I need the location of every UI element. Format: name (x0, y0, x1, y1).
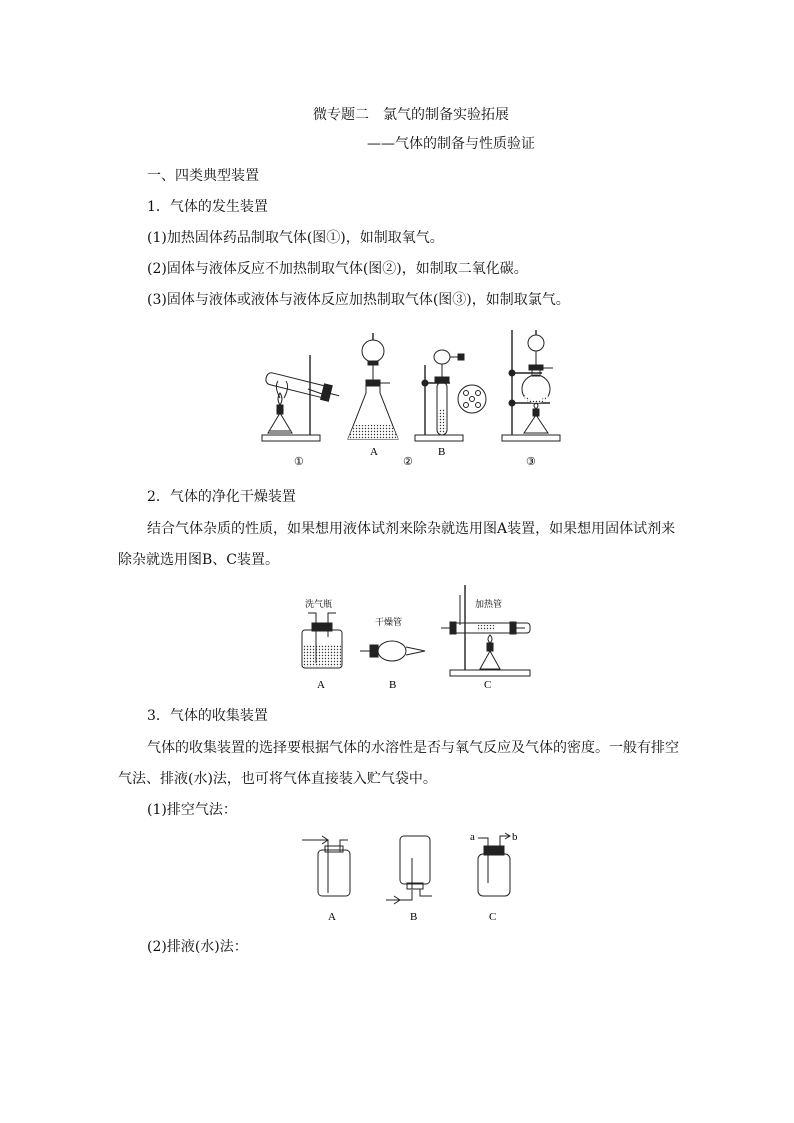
list-item: (3)固体与液体或液体与液体反应加热制取气体(图③)，如制取氯气。 (147, 292, 570, 308)
heating-tube-label: 加热管 (475, 600, 503, 610)
figure-label-c: C (484, 679, 492, 691)
lab-apparatus-gas-generators-icon (250, 325, 570, 470)
purification-apparatus-icon (300, 585, 530, 695)
figure-label: ② (403, 456, 413, 468)
figure-label: A (370, 446, 378, 458)
paragraph-line: 除杂就选用图B、C装置。 (118, 552, 279, 568)
figure-label-a: A (317, 679, 325, 691)
gas-collection-bottles-icon (300, 828, 530, 928)
paragraph-line: 结合气体杂质的性质，如果想用液体试剂来除杂就选用图A装置，如果想用固体试剂来 (147, 521, 676, 537)
list-item: (1)加热固体药品制取气体(图①)，如制取氧气。 (147, 230, 444, 246)
drying-tube-label: 干燥管 (375, 618, 403, 628)
figure-label: ① (294, 456, 304, 468)
figure-label-b: B (410, 911, 418, 923)
page-subtitle: ——气体的制备与性质验证 (367, 136, 535, 152)
list-item: (2)排液(水)法： (147, 939, 248, 955)
figure-label: B (438, 446, 446, 458)
paragraph-line: 气体的收集装置的选择要根据气体的水溶性是否与氧气反应及气体的密度。一般有排空 (147, 740, 679, 756)
apparatus-3-heated-flask (502, 330, 560, 441)
subsection-heading-3: 3．气体的收集装置 (147, 708, 268, 724)
figure-label-b: B (389, 679, 397, 691)
apparatus-1-solid-heating (262, 355, 341, 441)
port-label-b: b (512, 831, 518, 843)
section-heading-1: 一、四类典型装置 (147, 168, 259, 184)
collection-bottle-c (470, 831, 518, 923)
subsection-heading-1: 1．气体的发生装置 (147, 199, 268, 215)
apparatus-b-test-tube (415, 350, 486, 441)
paragraph-line: 气法、排液(水)法，也可将气体直接装入贮气袋中。 (118, 771, 437, 787)
figure-label-c: C (489, 911, 497, 923)
port-label-a: a (470, 831, 475, 843)
wash-bottle (302, 598, 342, 691)
drying-tube (360, 616, 425, 691)
collection-bottle-a (302, 836, 350, 923)
list-item: (1)排空气法： (147, 802, 237, 818)
wash-bottle-label: 洗气瓶 (305, 600, 333, 610)
subsection-heading-2: 2．气体的净化干燥装置 (147, 489, 296, 505)
apparatus-a-flask-funnel (348, 333, 398, 439)
figure-label-a: A (328, 911, 336, 923)
page-title: 微专题二 氯气的制备实验拓展 (313, 107, 509, 123)
heating-tube (441, 585, 530, 691)
figure-label: ③ (526, 456, 536, 468)
list-item: (2)固体与液体反应不加热制取气体(图②)，如制取二氧化碳。 (147, 261, 528, 277)
collection-bottle-b (386, 836, 432, 923)
